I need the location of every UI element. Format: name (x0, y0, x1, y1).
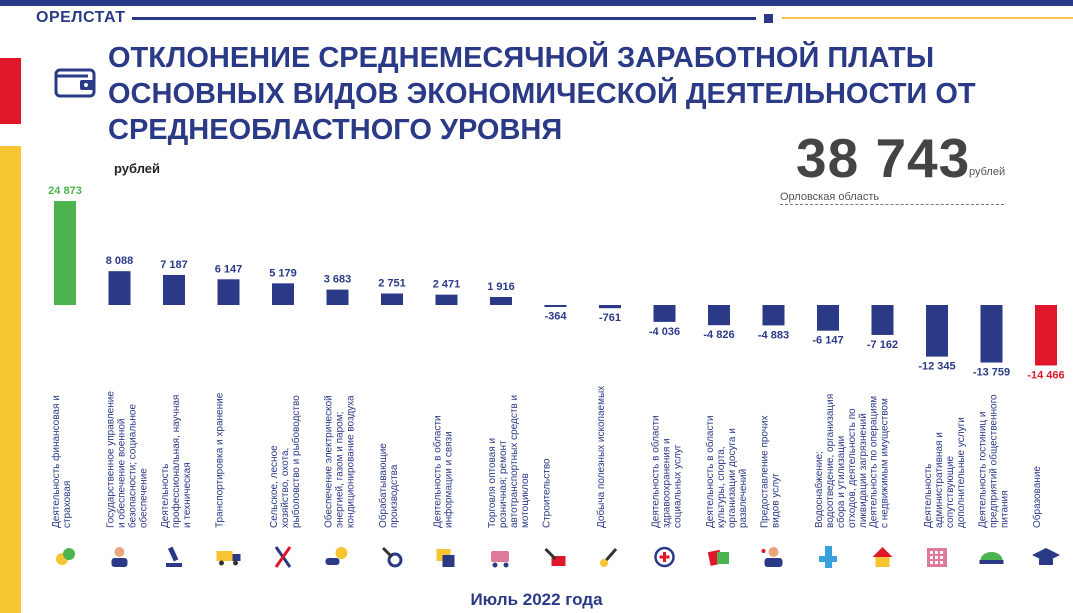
bar-8 (436, 295, 458, 305)
bar-17 (926, 305, 948, 357)
category-label: Государственное управлениеи обеспечение военнойбезопасности; социальноеобеспечение (105, 391, 150, 528)
bar-value-label: 6 147 (214, 263, 243, 276)
unit-label: рублей (114, 161, 161, 176)
category-label: Обеспечение электрическойэнергией, газом и паром;кондиционирование воздуха (323, 395, 357, 528)
reference-region-label: Орловская область (780, 191, 1004, 205)
category-label: Образование (1032, 466, 1043, 528)
category-label: Предоставление прочихвидов услуг (759, 415, 782, 528)
chart-title: ОТКЛОНЕНИЕ СРЕДНЕМЕСЯЧНОЙ ЗАРАБОТНОЙ ПЛАТЫ ОСНОВНЫХ ВИДОВ ЭКОНОМИЧЕСКОЙ ДЕЯТЕЛЬНОСТИ ОТ СРЕДНЕОБЛАСТНОГО УРОВНЯ (108, 42, 976, 146)
computer-icon (437, 549, 455, 567)
bar-value-label: 5 179 (269, 267, 297, 280)
bar-value-label: 2 751 (378, 277, 406, 290)
brand-logo-text: ОРЕЛСТАТ (36, 9, 126, 26)
category-label: Деятельностьадминистративная исопутствующиедополнительные услуги (923, 417, 967, 528)
bar-16 (872, 305, 894, 335)
category-label: Добыча полезных ископаемых (596, 385, 607, 528)
bar-value-label: 1 916 (487, 280, 515, 293)
bar-value-label: -761 (598, 312, 622, 325)
bar-9 (490, 297, 512, 305)
bar-19 (1035, 305, 1057, 365)
restaurant-icon (980, 552, 1004, 564)
bar-value-label: -7 162 (866, 338, 899, 351)
bar-14 (763, 305, 785, 325)
category-label: Обрабатывающиепроизводства (378, 443, 400, 528)
bar-value-label: -4 036 (648, 325, 681, 338)
office-building-icon (927, 548, 947, 567)
category-label: Водоснабжение;водоотведение, организациясбора и утилизацииотходов, деятельность поликвидации загрязнений (814, 393, 869, 528)
healthcare-icon (656, 548, 674, 566)
bar-6 (327, 290, 349, 305)
bar-value-label: -6 147 (812, 334, 844, 347)
category-label: Торговля оптовая ирозничная; ремонтавтотранспортных средств имотоциклов (487, 394, 531, 528)
official-icon (112, 547, 128, 567)
bar-value-label: -13 759 (972, 366, 1011, 379)
bar-12 (654, 305, 676, 322)
bar-value-label: -12 345 (918, 360, 956, 373)
graduation-cap-icon (1032, 548, 1060, 565)
bar-15 (817, 305, 839, 331)
reference-value: 38 743 (796, 127, 971, 189)
culture-icon (708, 550, 729, 566)
category-label: Деятельность в областиздравоохранения исоциальных услуг (650, 415, 684, 528)
construction-icon (546, 549, 566, 566)
shopping-cart-icon (491, 551, 509, 568)
bar-value-label: 3 683 (323, 273, 352, 286)
category-label: Деятельностьпрофессиональная, научнаяи техническая (160, 394, 193, 528)
category-label: Деятельность в областиинформации и связи (432, 415, 455, 528)
tools-icon (276, 547, 290, 567)
bar-18 (981, 305, 1003, 363)
microscope-icon (166, 547, 182, 567)
bar-1 (54, 201, 76, 305)
services-icon (762, 547, 783, 567)
bar-3 (163, 275, 185, 305)
bar-value-label: 7 187 (160, 258, 188, 271)
category-label: Деятельность в областикультуры, спорта,организации досуга иразвлечений (705, 415, 749, 528)
coins-icon (56, 548, 75, 565)
period-label: Июль 2022 года (470, 590, 603, 609)
bar-13 (708, 305, 730, 325)
category-label: Строительство (541, 458, 553, 528)
reference-unit: рублей (969, 166, 1006, 178)
category-label: Деятельность гостиниц ипредприятий общественногопитания (977, 394, 1011, 528)
bar-value-label: 24 873 (48, 185, 82, 197)
category-label: Сельское, лесноехозяйство, охота,рыболовство и рыбоводство (269, 395, 302, 528)
truck-icon (217, 551, 241, 566)
manufacturing-icon (383, 548, 401, 566)
bar-value-label: -4 883 (757, 329, 790, 342)
bar-7 (381, 293, 403, 305)
bar-value-label: 8 088 (105, 255, 134, 268)
water-pipe-icon (819, 546, 837, 568)
category-label: Деятельность по операциямс недвижимым имуществом (868, 395, 891, 528)
bar-11 (599, 305, 621, 308)
bar-value-label: 2 471 (432, 278, 461, 291)
bar-value-label: -4 826 (703, 329, 735, 342)
bar-4 (218, 279, 240, 305)
category-label: Деятельность финансовая истраховая (51, 395, 73, 528)
house-icon (873, 547, 893, 567)
bar-10 (545, 305, 567, 307)
power-icon (326, 547, 348, 565)
bar-value-label: -364 (544, 310, 567, 323)
bar-5 (272, 283, 294, 305)
bar-value-label: -14 466 (1027, 369, 1065, 382)
bar-2 (109, 271, 131, 305)
mining-icon (600, 549, 616, 567)
category-label: Транспортировка и хранение (214, 392, 226, 528)
